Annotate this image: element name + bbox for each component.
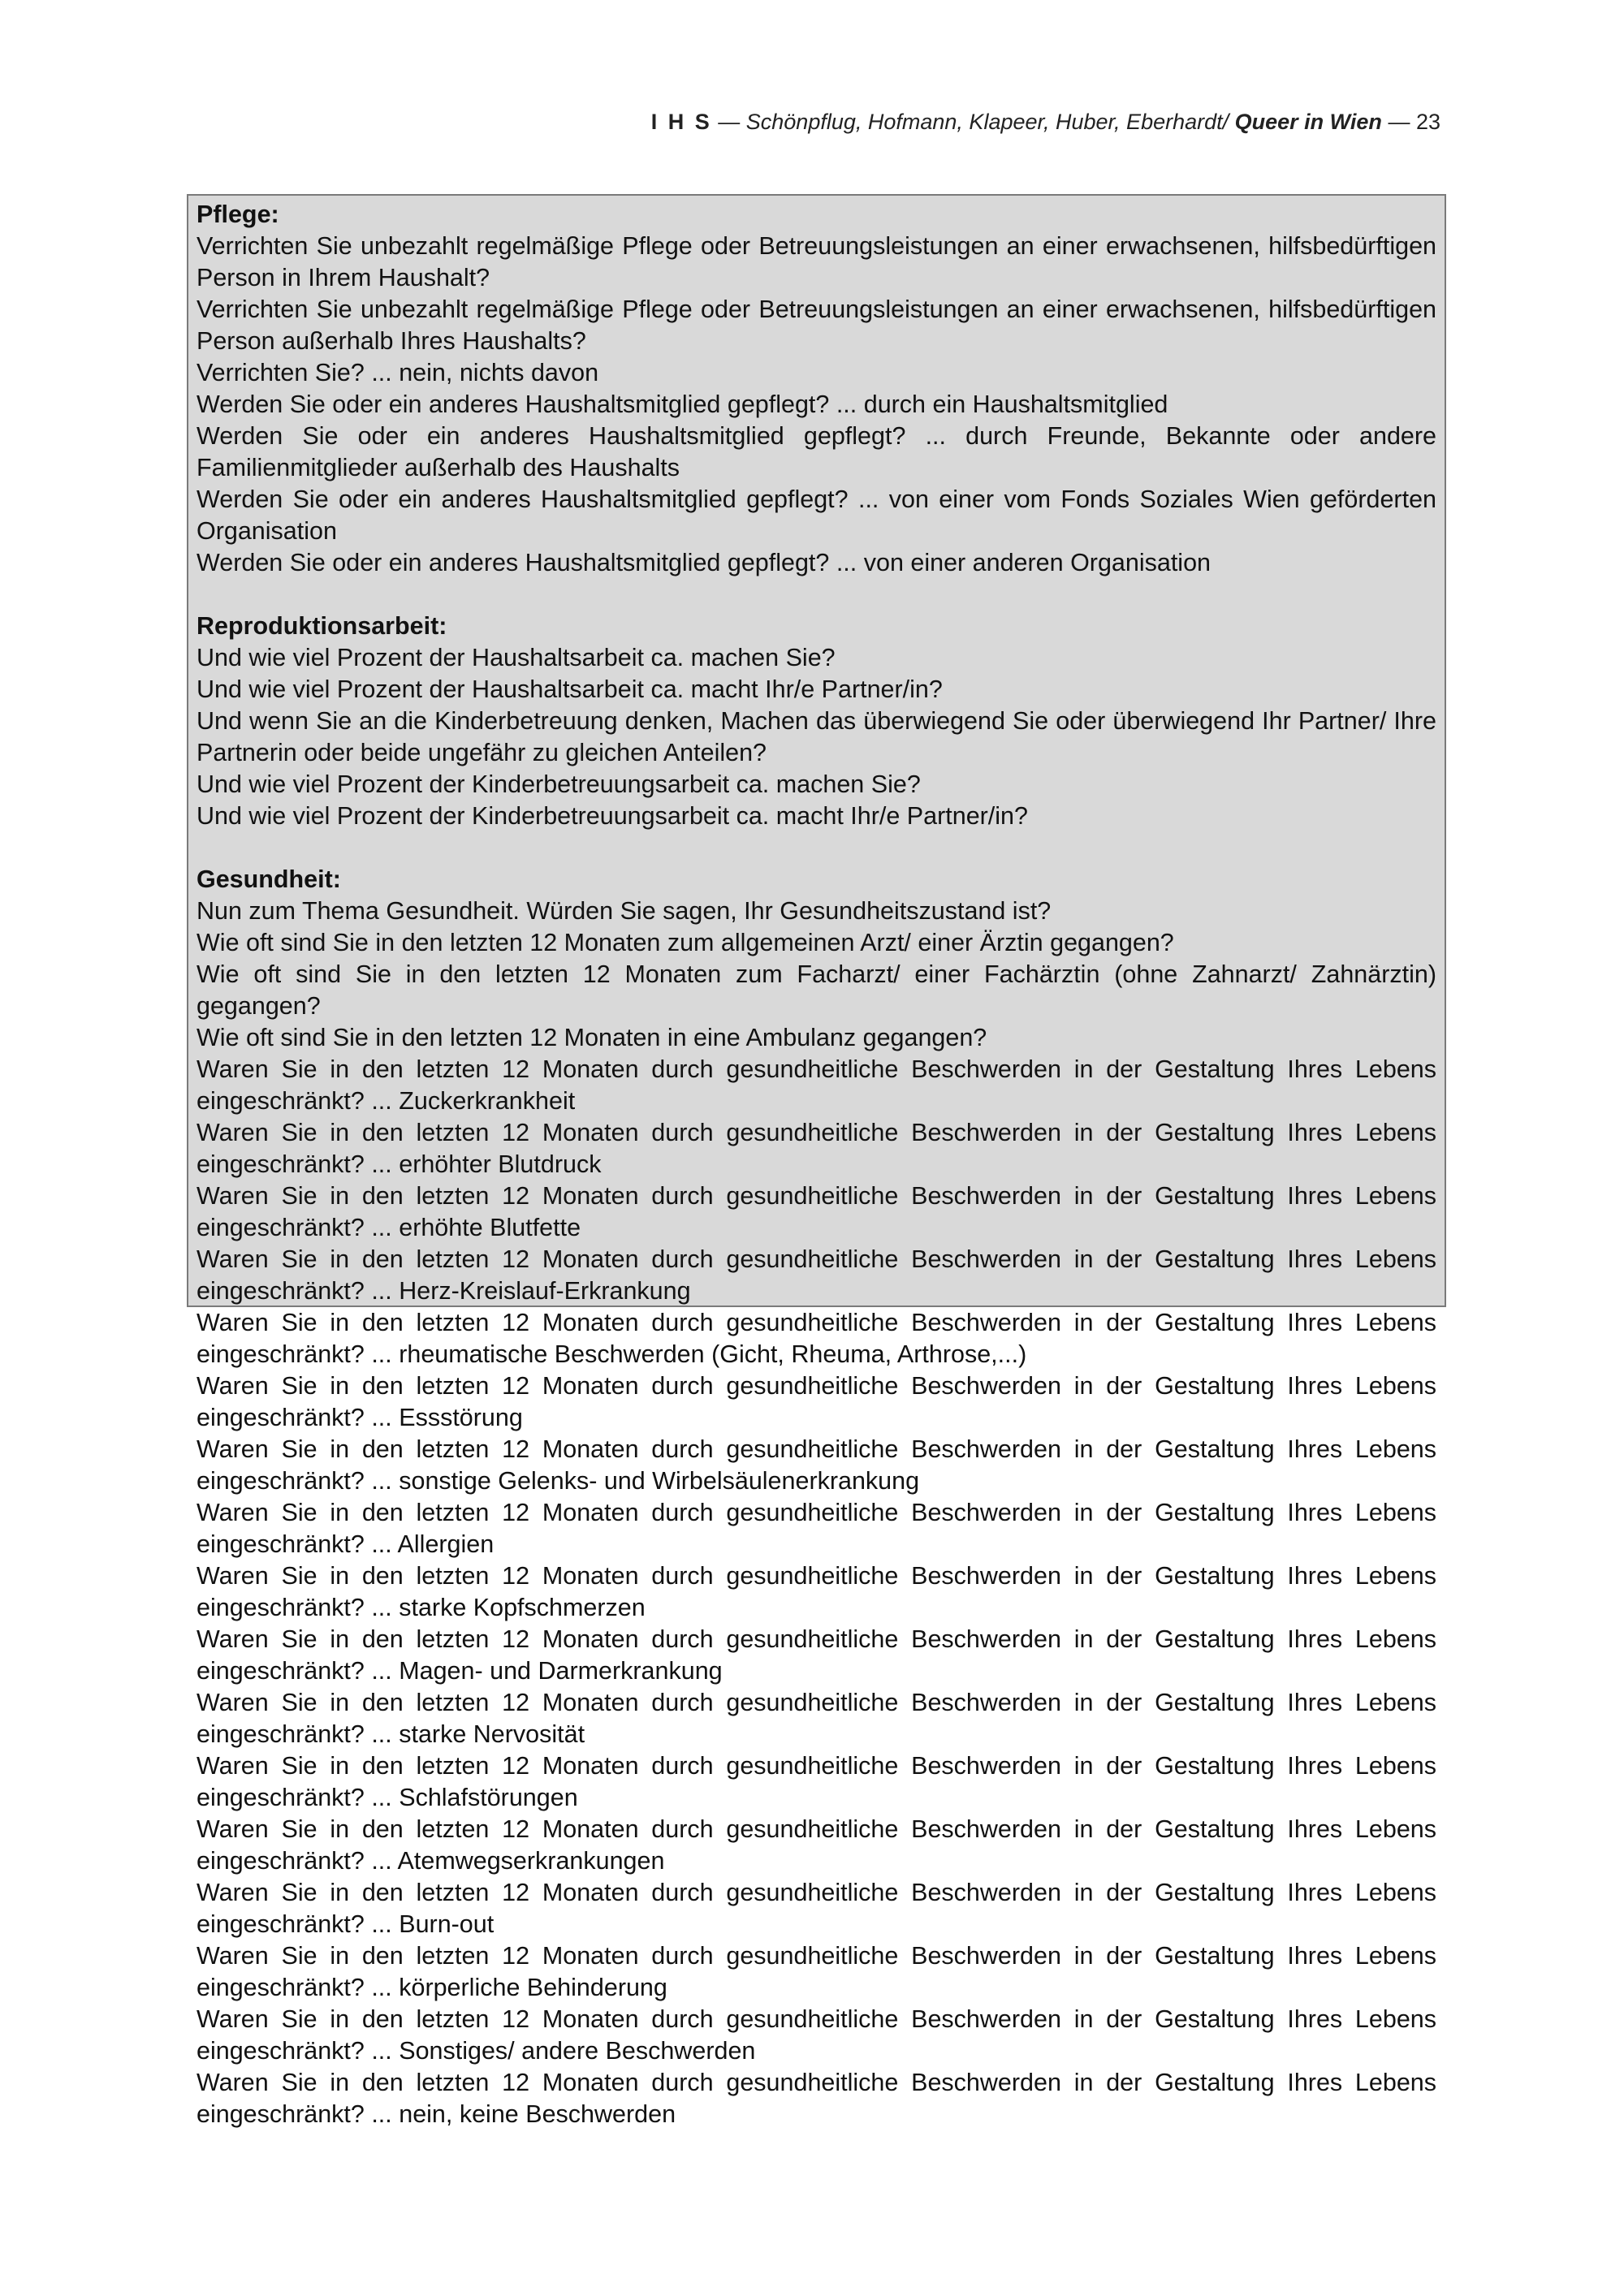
- question-line: Waren Sie in den letzten 12 Monaten durch gesundheitliche Beschwerden in der Gestaltung Ihres Lebens eingeschränkt? ... starke Kopfschmerzen: [197, 1562, 1436, 1621]
- running-header: [651, 109, 1440, 135]
- question-line: Waren Sie in den letzten 12 Monaten durch gesundheitliche Beschwerden in der Gestaltung Ihres Lebens eingeschränkt? ... Atemwegserkrankungen: [197, 1815, 1436, 1875]
- questionnaire-box: [187, 194, 1446, 2128]
- question-line: Waren Sie in den letzten 12 Monaten durch gesundheitliche Beschwerden in der Gestaltung Ihres Lebens eingeschränkt? ... erhöhte Blutfette: [197, 1182, 1436, 1241]
- section-lines: [197, 642, 1436, 832]
- question-line: Nun zum Thema Gesundheit. Würden Sie sagen, Ihr Gesundheitszustand ist?: [197, 897, 1052, 925]
- question-line: Waren Sie in den letzten 12 Monaten durch gesundheitliche Beschwerden in der Gestaltung Ihres Lebens eingeschränkt? ... rheumatische Beschwerden (Gicht, Rheuma, Arthrose,...): [197, 1309, 1436, 1368]
- header-dash: —: [1381, 110, 1416, 134]
- question-line: Verrichten Sie? ... nein, nichts davon: [197, 359, 599, 386]
- question-line: Waren Sie in den letzten 12 Monaten durch gesundheitliche Beschwerden in der Gestaltung Ihres Lebens eingeschränkt? ... sonstige Gelenks- und Wirbelsäulenerkrankung: [197, 1435, 1436, 1495]
- question-line: Waren Sie in den letzten 12 Monaten durch gesundheitliche Beschwerden in der Gestaltung Ihres Lebens eingeschränkt? ... Magen- und Darmerkrankung: [197, 1625, 1436, 1685]
- section-title: Reproduktionsarbeit:: [197, 612, 447, 640]
- header-authors: Schönpflug, Hofmann, Klapeer, Huber, Eberhardt/: [745, 110, 1229, 134]
- question-line: Werden Sie oder ein anderes Haushaltsmitglied gepflegt? ... von einer anderen Organisation: [197, 549, 1212, 576]
- header-dash: —: [711, 110, 746, 134]
- question-line: Und wenn Sie an die Kinderbetreuung denken, Machen das überwiegend Sie oder überwiegend Ihr Partner/ Ihre Partnerin oder beide ungefähr zu gleichen Anteilen?: [197, 707, 1436, 766]
- section-gesundheit: [197, 864, 1436, 2130]
- question-line: Waren Sie in den letzten 12 Monaten durch gesundheitliche Beschwerden in der Gestaltung Ihres Lebens eingeschränkt? ... starke Nervosität: [197, 1689, 1436, 1748]
- question-line: Waren Sie in den letzten 12 Monaten durch gesundheitliche Beschwerden in der Gestaltung Ihres Lebens eingeschränkt? ... Sonstiges/ andere Beschwerden: [197, 2005, 1436, 2065]
- header-book-title: Queer in Wien: [1229, 110, 1382, 134]
- question-line: Waren Sie in den letzten 12 Monaten durch gesundheitliche Beschwerden in der Gestaltung Ihres Lebens eingeschränkt? ... Schlafstörungen: [197, 1752, 1436, 1811]
- question-line: Wie oft sind Sie in den letzten 12 Monaten zum allgemeinen Arzt/ einer Ärztin gegangen?: [197, 929, 1174, 956]
- question-line: Und wie viel Prozent der Haushaltsarbeit ca. macht Ihr/e Partner/in?: [197, 675, 943, 703]
- question-line: Werden Sie oder ein anderes Haushaltsmitglied gepflegt? ... durch Freunde, Bekannte oder andere Familienmitglieder außerhalb des Haushalts: [197, 422, 1436, 481]
- question-line: Wie oft sind Sie in den letzten 12 Monaten zum Facharzt/ einer Fachärztin (ohne Zahnarzt/ Zahnärztin) gegangen?: [197, 960, 1436, 1020]
- question-line: Verrichten Sie unbezahlt regelmäßige Pflege oder Betreuungsleistungen an einer erwachsenen, hilfsbedürftigen Person in Ihrem Haushalt?: [197, 232, 1436, 291]
- section-pflege: [197, 199, 1436, 579]
- question-line: Waren Sie in den letzten 12 Monaten durch gesundheitliche Beschwerden in der Gestaltung Ihres Lebens eingeschränkt? ... nein, keine Beschwerden: [197, 2069, 1436, 2128]
- page-number: 23: [1415, 110, 1440, 134]
- section-title: Pflege:: [197, 201, 279, 228]
- question-line: Waren Sie in den letzten 12 Monaten durch gesundheitliche Beschwerden in der Gestaltung Ihres Lebens eingeschränkt? ... Herz-Kreislauf-Erkrankung: [197, 1245, 1436, 1305]
- question-line: Werden Sie oder ein anderes Haushaltsmitglied gepflegt? ... durch ein Haushaltsmitglied: [197, 391, 1168, 418]
- section-reproduktionsarbeit: [197, 611, 1436, 832]
- question-line: Waren Sie in den letzten 12 Monaten durch gesundheitliche Beschwerden in der Gestaltung Ihres Lebens eingeschränkt? ... Burn-out: [197, 1879, 1436, 1938]
- section-lines: [197, 231, 1436, 579]
- question-line: Und wie viel Prozent der Haushaltsarbeit ca. machen Sie?: [197, 644, 836, 671]
- section-lines: [197, 896, 1436, 2130]
- section-title: Gesundheit:: [197, 865, 341, 893]
- question-line: Waren Sie in den letzten 12 Monaten durch gesundheitliche Beschwerden in der Gestaltung Ihres Lebens eingeschränkt? ... erhöhter Blutdruck: [197, 1119, 1436, 1178]
- question-line: Werden Sie oder ein anderes Haushaltsmitglied gepflegt? ... von einer vom Fonds Soziales Wien geförderten Organisation: [197, 486, 1436, 545]
- question-line: Waren Sie in den letzten 12 Monaten durch gesundheitliche Beschwerden in der Gestaltung Ihres Lebens eingeschränkt? ... Allergien: [197, 1499, 1436, 1558]
- question-line: Wie oft sind Sie in den letzten 12 Monaten in eine Ambulanz gegangen?: [197, 1024, 987, 1051]
- question-line: Waren Sie in den letzten 12 Monaten durch gesundheitliche Beschwerden in der Gestaltung Ihres Lebens eingeschränkt? ... Zuckerkrankheit: [197, 1055, 1436, 1115]
- question-line: Verrichten Sie unbezahlt regelmäßige Pflege oder Betreuungsleistungen an einer erwachsenen, hilfsbedürftigen Person außerhalb Ihres Haushalts?: [197, 296, 1436, 355]
- question-line: Und wie viel Prozent der Kinderbetreuungsarbeit ca. macht Ihr/e Partner/in?: [197, 802, 1028, 830]
- question-line: Waren Sie in den letzten 12 Monaten durch gesundheitliche Beschwerden in der Gestaltung Ihres Lebens eingeschränkt? ... Essstörung: [197, 1372, 1436, 1431]
- question-line: Waren Sie in den letzten 12 Monaten durch gesundheitliche Beschwerden in der Gestaltung Ihres Lebens eingeschränkt? ... körperliche Behinderung: [197, 1942, 1436, 2001]
- question-line: Und wie viel Prozent der Kinderbetreuungsarbeit ca. machen Sie?: [197, 770, 921, 798]
- header-institute: I H S: [650, 110, 712, 134]
